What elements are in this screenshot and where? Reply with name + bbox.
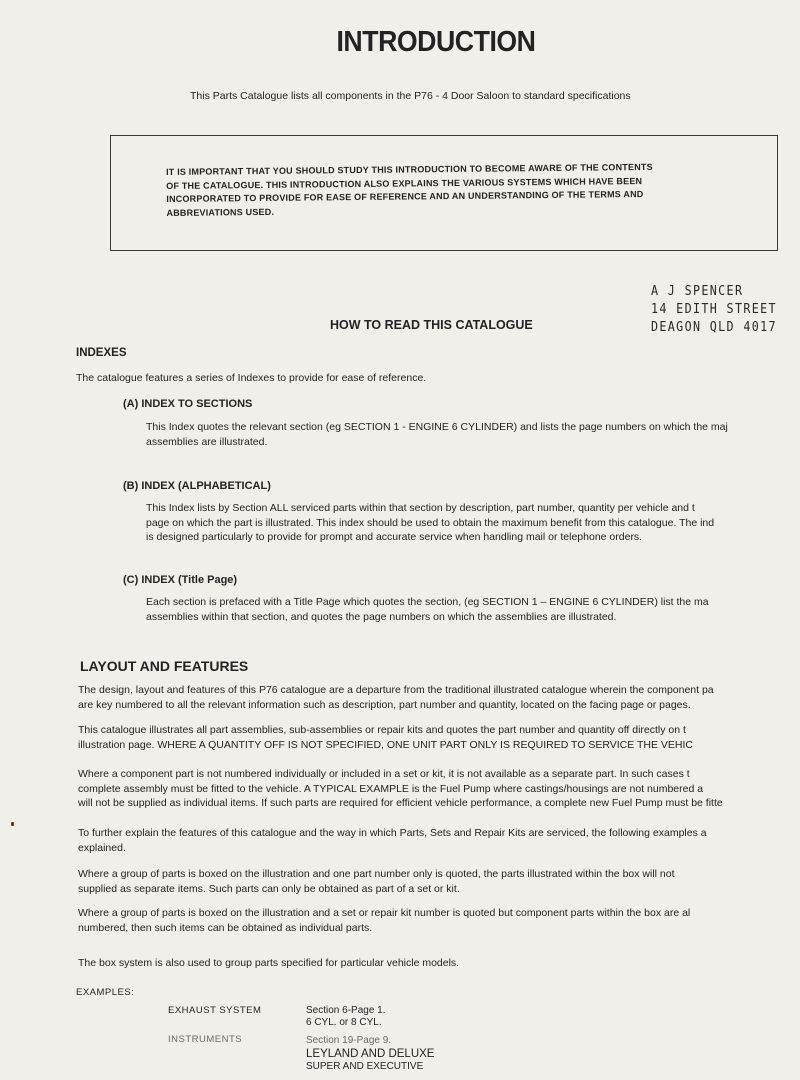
text-line: Where a group of parts is boxed on the illustration and one part number only is quoted, the parts illustrated within the box will not [78, 868, 675, 880]
text-line: explained. [78, 841, 126, 854]
text-line: Where a component part is not numbered individually or included in a set or kit, it is not available as a separate part. In such cases t [78, 768, 690, 780]
example-reference [306, 1005, 386, 1029]
example-detail-text: 6 CYL. or 8 CYL. [306, 1017, 382, 1028]
example-label: EXHAUST SYSTEM [168, 1005, 262, 1016]
text-line: page on which the part is illustrated. This index should be used to obtain the maximum benefit from this catalogue. The ind [146, 516, 715, 529]
layout-paragraph-7: The box system is also used to group parts specified for particular vehicle models. [78, 957, 460, 969]
notice-text [166, 160, 752, 220]
text-line: assemblies are illustrated. [146, 435, 268, 448]
notice-line: ABBREVIATIONS USED. [166, 206, 275, 218]
page-subtitle: This Parts Catalogue lists all components in the P76 - 4 Door Saloon to standard specifications [190, 90, 631, 102]
index-a-heading: (A) INDEX TO SECTIONS [123, 398, 253, 410]
stamp-line: A J SPENCER [651, 284, 744, 299]
text-line: illustration page. WHERE A QUANTITY OFF IS NOT SPECIFIED, ONE UNIT PART ONLY IS REQUIRED TO SERVICE THE VEHIC [78, 738, 693, 751]
notice-line: IT IS IMPORTANT THAT YOU SHOULD STUDY THIS INTRODUCTION TO BECOME AWARE OF THE CONTENTS [166, 161, 653, 177]
text-line: assemblies within that section, and quotes the page numbers on which the assemblies are illustrated. [146, 610, 617, 623]
example-label: INSTRUMENTS [168, 1034, 243, 1045]
section-heading-indexes: INDEXES [76, 347, 127, 359]
text-line: are key numbered to all the relevant information such as description, part number and quantity, located on the facing page or pages. [78, 698, 691, 711]
address-stamp [651, 283, 777, 337]
text-line: Each section is prefaced with a Title Page which quotes the section, (eg SECTION 1 – ENGINE 6 CYLINDER) list the ma [146, 596, 709, 608]
text-line: This Index quotes the relevant section (eg SECTION 1 - ENGINE 6 CYLINDER) and lists the page numbers on which the maj [146, 421, 728, 433]
example-ref-text: Section 6-Page 1. [306, 1005, 386, 1016]
page-title: INTRODUCTION [336, 26, 536, 58]
notice-line: OF THE CATALOGUE. THIS INTRODUCTION ALSO EXPLAINS THE VARIOUS SYSTEMS WHICH HAVE BEEN [166, 175, 643, 191]
text-line: The design, layout and features of this P76 catalogue are a departure from the traditional illustrated catalogue wherein the component pa [78, 684, 714, 696]
text-line: will not be supplied as individual items. If such parts are required for efficient vehicle performance, a complete new Fuel Pump must be fitte [78, 797, 723, 809]
notice-box [110, 135, 778, 251]
paper-mark [11, 822, 14, 826]
index-b-heading: (B) INDEX (ALPHABETICAL) [123, 480, 271, 492]
example-detail-text: LEYLAND AND DELUXE [306, 1048, 435, 1060]
text-line: Where a group of parts is boxed on the illustration and a set or repair kit number is quoted but component parts within the box are al [78, 907, 691, 919]
section-heading-how-to-read: HOW TO READ THIS CATALOGUE [330, 318, 533, 332]
layout-paragraph-6 [78, 906, 690, 935]
text-line: This Index lists by Section ALL serviced parts within that section by description, part number, quantity per vehicle and t [146, 502, 695, 514]
index-c-text [146, 595, 709, 624]
index-a-text [146, 420, 728, 449]
index-b-text [146, 501, 714, 545]
examples-heading: EXAMPLES: [76, 987, 135, 998]
text-line: complete assembly must be fitted to the vehicle. A TYPICAL EXAMPLE is the Fuel Pump where castings/housings are not numbered a [78, 782, 704, 795]
layout-paragraph-3 [78, 767, 723, 811]
stamp-line: DEAGON QLD 4017 [651, 320, 777, 335]
index-c-heading: (C) INDEX (Title Page) [123, 574, 238, 586]
layout-paragraph-5 [78, 867, 675, 896]
text-line: To further explain the features of this catalogue and the way in which Parts, Sets and Repair Kits are serviced, the following examples a [78, 827, 707, 839]
example-detail-text: SUPER AND EXECUTIVE [306, 1061, 424, 1072]
text-line: is designed particularly to provide for prompt and accurate service when handling mail or telephone orders. [146, 531, 643, 543]
section-heading-layout: LAYOUT AND FEATURES [80, 658, 249, 674]
example-reference [306, 1035, 434, 1073]
text-line: supplied as separate items. Such parts can only be obtained as part of a set or kit. [78, 882, 460, 895]
layout-paragraph-4 [78, 826, 707, 855]
text-line: This catalogue illustrates all part assemblies, sub-assemblies or repair kits and quotes the part number and quantity off directly on t [78, 724, 686, 736]
indexes-intro: The catalogue features a series of Indexes to provide for ease of reference. [76, 372, 427, 384]
text-line: numbered, then such items can be obtained as individual parts. [78, 921, 373, 934]
layout-paragraph-1 [78, 683, 714, 712]
example-ref-text: Section 19-Page 9. [306, 1035, 392, 1046]
stamp-line: 14 EDITH STREET [651, 302, 777, 317]
notice-line: INCORPORATED TO PROVIDE FOR EASE OF REFERENCE AND AN UNDERSTANDING OF THE TERMS AND [166, 189, 644, 204]
layout-paragraph-2 [78, 723, 693, 752]
